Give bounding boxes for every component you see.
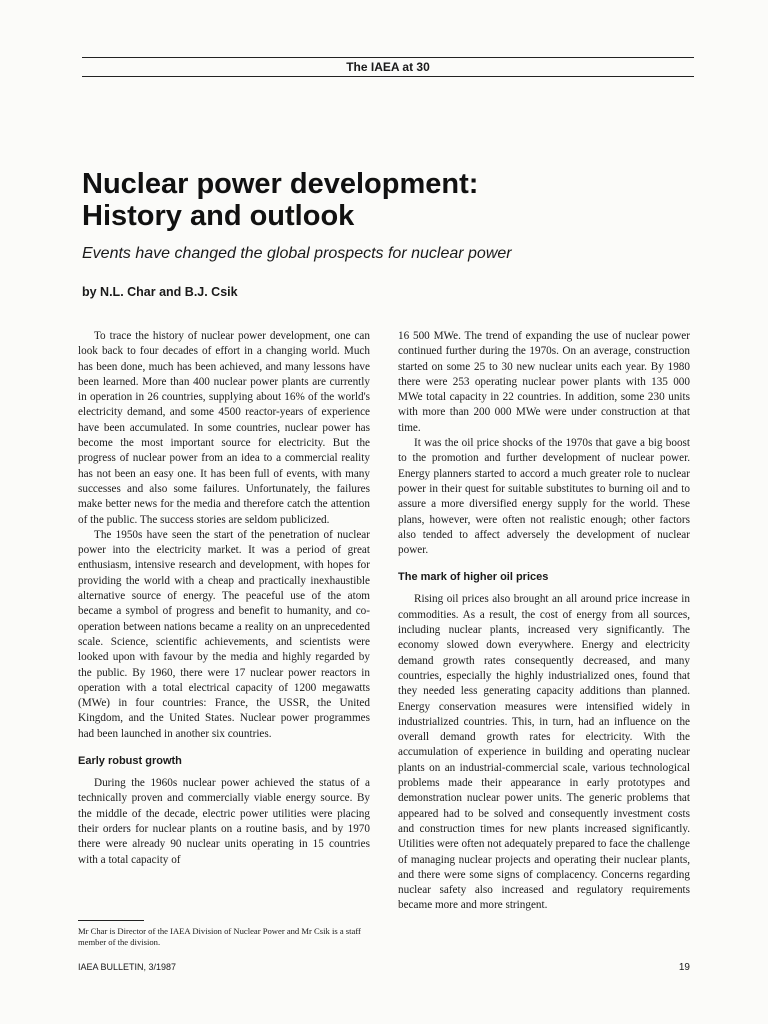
footnote-rule xyxy=(78,920,144,921)
article-title-line1: Nuclear power development: xyxy=(82,168,479,200)
article-title-line2: History and outlook xyxy=(82,200,355,232)
section-heading-early-growth: Early robust growth xyxy=(78,755,182,768)
section-heading-oil-prices: The mark of higher oil prices xyxy=(398,571,549,584)
body-paragraph: During the 1960s nuclear power achieved the status of a technically proven and commercially viable energy source. By the middle of the decade, electric power utilities were placing their orders for nuclear plants on a routine basis, and by 1970 there were already 90 nuclear units operating in 15 countries with a total capacity of xyxy=(78,777,370,866)
header-rule-bottom xyxy=(82,76,694,77)
body-paragraph: The 1950s have seen the start of the penetration of nuclear power into the electricity market. It was a period of great enthusiasm, intensive research and development, with hopes for providing the world with a cheap and practically inexhaustible alternative source of energy. The peaceful use of the atom became a symbol of progress and benefit to humanity, and co-operation between nations became a reality on an unprecedented scale. Science, scientific achievements, and scientists were looked upon with favour by the media and highly regarded by the public. By 1960, there were 17 nuclear power reactors in operation with a total electrical capacity of 1200 megawatts (MWe) in four countries: France, the USSR, the United Kingdom, and the United States. Nuclear power programmes had been launched in another six countries. xyxy=(78,528,370,740)
page-number: 19 xyxy=(678,962,690,973)
body-paragraph: To trace the history of nuclear power development, one can look back to four decades of effort in a changing world. Much has been done, much has been achieved, and many lessons have been learned. More than 400 nuclear power plants are currently in operation in 26 countries, supplying about 16% of the world's electricity demand, and some 4500 reactor-years of experience have been accumulated. In some countries, nuclear power has become the most important source for electricity. But the progress of nuclear power from an idea to a commercial reality has not been an easy one. It has been full of events, with many successes and also some failures. Unfortunately, the failures make better news for the media and therefore catch the attention of the public. The success stories are seldom publicized. xyxy=(78,330,370,526)
byline: by N.L. Char and B.J. Csik xyxy=(82,285,238,299)
right-column xyxy=(398,329,690,914)
article-subtitle: Events have changed the global prospects for nuclear power xyxy=(82,245,512,262)
author-footnote: Mr Char is Director of the IAEA Division of Nuclear Power and Mr Csik is a staff member of the division. xyxy=(78,926,361,947)
running-title: The IAEA at 30 xyxy=(346,60,430,74)
body-paragraph: 16 500 MWe. The trend of expanding the use of nuclear power continued further during the 1970s. On an average, construction started on some 25 to 30 new nuclear units each year. By 1980 there were 253 operating nuclear power plants with 135 000 MWe total capacity in 22 countries. In addition, some 230 units with more than 200 000 MWe were under construction at that time. xyxy=(398,330,690,434)
journal-footer: IAEA BULLETIN, 3/1987 xyxy=(78,962,177,972)
body-paragraph: Rising oil prices also brought an all around price increase in commodities. As a result, the cost of energy from all sources, including nuclear plants, increased very significantly. The economy slowed down everywhere. Energy and electricity demand growth rates consequently decreased, and many countries, especially the highly industrialized ones, found that they needed less generating capacity additions than planned. Energy conservation measures were intensified widely in industrialized countries. This, in turn, had an influence on the overall demand growth rates for electricity. With the accumulation of experience in building and operating nuclear plants on an industrial-commercial scale, various technological problems made their appearance in early prototypes and demonstration nuclear power units. The generic problems that appeared had to be solved and consequently investment costs and construction times for new plants increased significantly. Utilities were often not adequately prepared to face the challenge of managing nuclear projects and operating their nuclear plants, and there were some signs of complacency. Concerns regarding nuclear safety also increased and regulatory requirements became more and more stringent. xyxy=(398,593,690,912)
left-column xyxy=(78,329,370,868)
article-title xyxy=(82,168,702,232)
body-paragraph: It was the oil price shocks of the 1970s that gave a big boost to the promotion and further development of nuclear power. Energy planners started to accord a much greater role to nuclear power in their quest for suitable substitutes to burning oil and to assure a more diversified energy supply for the world. These plans, however, were often not realistic enough; other factors also tended to affect adversely the development of nuclear power. xyxy=(398,437,690,557)
header-rule-top xyxy=(82,57,694,58)
